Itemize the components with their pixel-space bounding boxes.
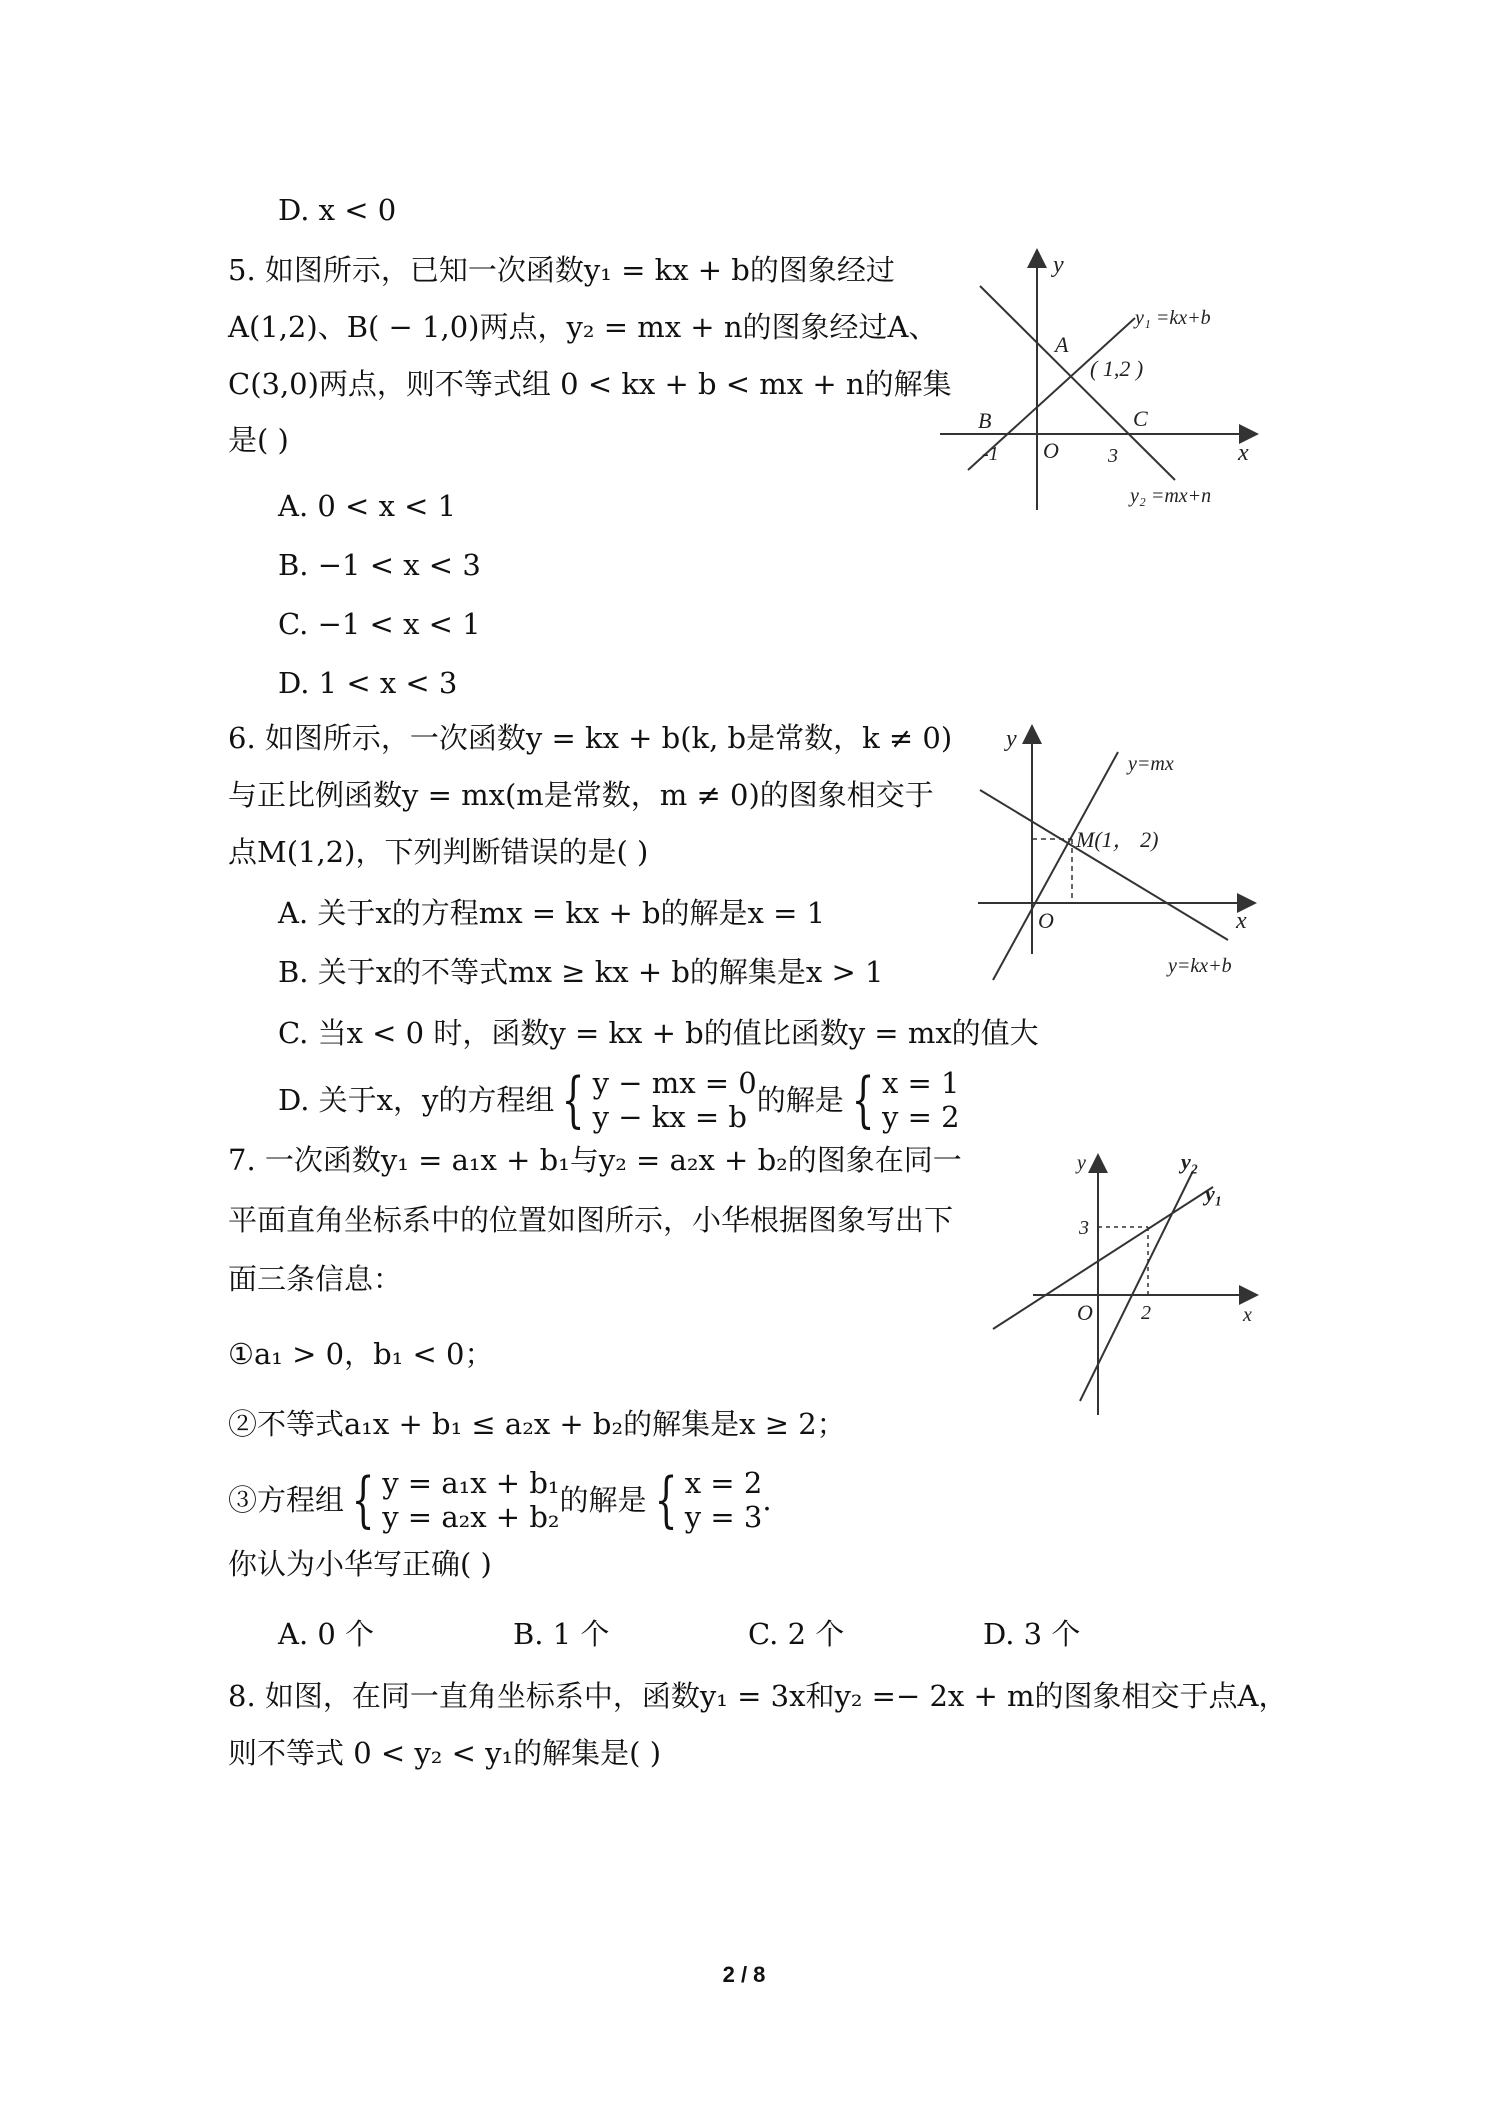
q5-option-c[interactable]: C. −1 < x < 1 bbox=[278, 607, 481, 641]
q5-stem-line4: 是( ) bbox=[228, 423, 289, 457]
q6-origin-label: O bbox=[1038, 908, 1054, 933]
q7-info-3-prefix: ③方程组 bbox=[228, 1483, 345, 1517]
q7-system-brace: { bbox=[351, 1465, 375, 1535]
q7-stem-line3: 面三条信息： bbox=[228, 1262, 403, 1296]
q6-system-equations bbox=[593, 1066, 757, 1134]
q6-stem-line2: 与正比例函数y = mx(m是常数，m ≠ 0)的图象相交于 bbox=[228, 778, 934, 812]
q7-y-label: y bbox=[1077, 1152, 1086, 1174]
q7-option-a[interactable]: A. 0 个 bbox=[278, 1617, 375, 1651]
q6-solution-x: x = 1 bbox=[881, 1066, 960, 1100]
q7-stem-line2: 平面直角坐标系中的位置如图所示，小华根据图象写出下 bbox=[228, 1203, 954, 1237]
q6-option-d[interactable] bbox=[278, 1066, 960, 1134]
q5-tick-neg1: -1 bbox=[982, 443, 999, 465]
q6-system-brace: { bbox=[562, 1065, 585, 1135]
q8-stem-line2: 则不等式 0 < y₂ < y₁的解集是( ) bbox=[228, 1736, 662, 1770]
q5-option-a[interactable]: A. 0 < x < 1 bbox=[278, 489, 457, 523]
q7-info-1: ①a₁ > 0，b₁ < 0； bbox=[228, 1337, 494, 1371]
q7-line-y1-label: y₁ bbox=[1205, 1181, 1223, 1206]
q6-stem-line3: 点M(1,2)，下列判断错误的是( ) bbox=[228, 835, 649, 869]
q5-option-d[interactable]: D. 1 < x < 3 bbox=[278, 666, 458, 700]
q6-y-label: y bbox=[1006, 726, 1017, 752]
q6-option-b[interactable]: B. 关于x的不等式mx ≥ kx + b的解集是x > 1 bbox=[278, 955, 884, 989]
q7-option-d[interactable]: D. 3 个 bbox=[983, 1617, 1081, 1651]
q5-point-a-label: A bbox=[1055, 332, 1069, 357]
q7-info-2: ②不等式a₁x + b₁ ≤ a₂x + b₂的解集是x ≥ 2； bbox=[228, 1407, 846, 1441]
q5-line-y1-label: y₁ =kx+b bbox=[1135, 307, 1211, 329]
q6-solution-brace: { bbox=[851, 1065, 875, 1135]
q6-line-mx-label: y=mx bbox=[1128, 753, 1174, 775]
q5-origin-label: O bbox=[1043, 438, 1059, 463]
q7-solution-x: x = 2 bbox=[684, 1466, 763, 1500]
q7-option-b[interactable]: B. 1 个 bbox=[513, 1617, 610, 1651]
q7-solution-y: y = 3 bbox=[684, 1500, 763, 1534]
q5-x-label: x bbox=[1238, 440, 1249, 466]
q6-option-d-mid: 的解是 bbox=[756, 1083, 844, 1117]
q7-line-y2-label: y₂ bbox=[1181, 1149, 1199, 1174]
q7-tick-2: 2 bbox=[1141, 1302, 1151, 1324]
q6-system-eq1: y − mx = 0 bbox=[592, 1066, 757, 1100]
q4-option-d: D. x < 0 bbox=[278, 193, 397, 227]
q6-line-kx bbox=[980, 790, 1228, 940]
q7-system-equations bbox=[382, 1466, 559, 1534]
q5-stem-line1: 5. 如图所示，已知一次函数y₁ = kx + b的图象经过 bbox=[228, 253, 895, 287]
q7-figure bbox=[985, 1145, 1275, 1427]
q6-solution bbox=[882, 1066, 960, 1134]
q7-x-label: x bbox=[1243, 1304, 1252, 1326]
q8-stem-line1: 8. 如图，在同一直角坐标系中，函数y₁ = 3x和y₂ =− 2x + m的图象相交于点A， bbox=[228, 1679, 1288, 1713]
q6-system-eq2: y − kx = b bbox=[592, 1100, 747, 1134]
q5-stem-line3: C(3,0)两点，则不等式组 0 < kx + b < mx + n的解集 bbox=[228, 367, 952, 401]
q6-option-a[interactable]: A. 关于x的方程mx = kx + b的解是x = 1 bbox=[278, 896, 826, 930]
q7-info-3-mid: 的解是 bbox=[559, 1483, 647, 1517]
q6-point-m-label: M(1， 2) bbox=[1076, 827, 1159, 852]
q7-question: 你认为小华写正确( ) bbox=[228, 1547, 492, 1581]
q6-option-c[interactable]: C. 当x < 0 时，函数y = kx + b的值比函数y = mx的值大 bbox=[278, 1016, 1039, 1050]
q7-info-3 bbox=[228, 1466, 772, 1534]
q5-line-y2-label: y₂ =mx+n bbox=[1130, 485, 1212, 507]
page-number: 2 / 8 bbox=[722, 1962, 766, 1987]
q5-tick-3: 3 bbox=[1108, 445, 1118, 467]
q6-figure bbox=[968, 722, 1268, 986]
q7-stem-line1: 7. 一次函数y₁ = a₁x + b₁与y₂ = a₂x + b₂的图象在同一 bbox=[228, 1143, 962, 1177]
q6-solution-y: y = 2 bbox=[881, 1100, 960, 1134]
q6-line-kx-label: y=kx+b bbox=[1168, 955, 1232, 977]
q7-system-eq1: y = a₁x + b₁ bbox=[382, 1466, 560, 1500]
q5-point-b-label: B bbox=[978, 408, 992, 433]
q7-option-c[interactable]: C. 2 个 bbox=[748, 1617, 845, 1651]
q6-line-mx bbox=[993, 752, 1118, 980]
q5-point-a-coord: ( 1,2 ) bbox=[1090, 356, 1144, 381]
q7-line-y2 bbox=[1080, 1171, 1193, 1401]
q7-line-y1 bbox=[993, 1187, 1213, 1329]
q5-stem-line2: A(1,2)、B( − 1,0)两点，y₂ = mx + n的图象经过A、 bbox=[228, 310, 938, 344]
q7-origin-label: O bbox=[1077, 1300, 1093, 1325]
q6-stem-line1: 6. 如图所示，一次函数y = kx + b(k, b是常数，k ≠ 0) bbox=[228, 721, 953, 755]
q6-x-label: x bbox=[1236, 908, 1247, 934]
q7-solution-brace: { bbox=[654, 1465, 678, 1535]
q5-option-b[interactable]: B. −1 < x < 3 bbox=[278, 548, 481, 582]
q5-y-label: y bbox=[1053, 252, 1064, 278]
q7-solution bbox=[685, 1466, 763, 1534]
q6-option-d-prefix: D. 关于x，y的方程组 bbox=[278, 1083, 555, 1117]
q7-info-3-end: . bbox=[762, 1483, 772, 1517]
q5-figure bbox=[940, 248, 1285, 524]
q7-system-eq2: y = a₂x + b₂ bbox=[382, 1500, 560, 1534]
q5-point-c-label: C bbox=[1133, 406, 1148, 431]
q7-tick-3: 3 bbox=[1079, 1217, 1089, 1239]
